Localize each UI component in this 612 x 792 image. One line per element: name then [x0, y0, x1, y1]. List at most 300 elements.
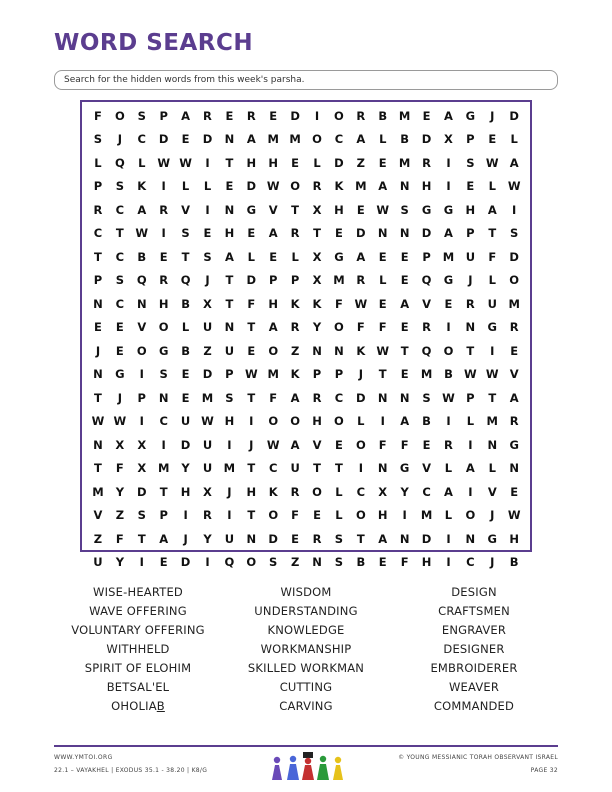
grid-letter: G — [115, 367, 125, 382]
word-column-2 — [222, 583, 390, 716]
grid-letter: E — [400, 320, 409, 335]
grid-letter: H — [268, 296, 279, 311]
grid-letter: W — [507, 179, 521, 194]
grid-letter: P — [466, 390, 475, 405]
grid-letter: R — [356, 108, 366, 123]
grid-letter: J — [117, 132, 122, 147]
grid-letter: L — [335, 484, 343, 499]
grid-letter: R — [444, 437, 453, 452]
grid-letter: M — [355, 179, 367, 194]
grid-letter: O — [355, 508, 366, 523]
grid-letter: O — [509, 273, 520, 288]
grid-letter: U — [224, 343, 235, 358]
grid-letter: E — [400, 249, 409, 264]
grid-letter: O — [290, 179, 300, 194]
grid-letter: I — [380, 414, 385, 429]
grid-letter: R — [203, 508, 212, 523]
grid-letter: S — [225, 390, 234, 405]
word-item: UNDERSTANDING — [254, 604, 358, 618]
grid-letter: D — [246, 179, 257, 194]
word-column-1 — [54, 583, 222, 716]
grid-letter: O — [268, 508, 279, 523]
grid-letter: P — [290, 273, 300, 288]
grid-letter: I — [314, 108, 320, 123]
grid-letter: V — [422, 461, 431, 476]
grid-row — [87, 222, 525, 246]
grid-letter: R — [356, 273, 366, 288]
grid-letter: N — [158, 390, 169, 405]
grid-letter: C — [466, 555, 475, 570]
grid-letter: F — [400, 437, 409, 452]
grid-letter: W — [244, 367, 258, 382]
grid-letter: A — [268, 226, 278, 241]
grid-letter: Q — [421, 273, 432, 288]
grid-letter: V — [312, 437, 322, 452]
grid-letter: N — [93, 296, 103, 311]
grid-letter: S — [93, 132, 103, 147]
logo-figure-2 — [287, 756, 299, 780]
grid-letter: Y — [181, 461, 190, 476]
grid-letter: G — [421, 202, 432, 217]
grid-letter: I — [358, 461, 363, 476]
grid-letter: U — [202, 461, 213, 476]
grid-letter: X — [444, 132, 453, 147]
grid-letter: F — [400, 555, 409, 570]
grid-letter: W — [201, 414, 214, 429]
grid-letter: G — [487, 531, 497, 546]
grid-letter: N — [399, 226, 410, 241]
grid-letter: R — [312, 531, 322, 546]
grid-letter: S — [466, 155, 475, 170]
grid-letter: Z — [115, 508, 125, 523]
grid-letter: R — [203, 108, 212, 123]
grid-letter: E — [378, 296, 387, 311]
logo-figure-3 — [302, 752, 314, 780]
grid-letter: E — [115, 320, 124, 335]
grid-letter: U — [202, 320, 213, 335]
grid-letter: D — [509, 108, 519, 123]
grid-letter: D — [202, 367, 213, 382]
word-item: DESIGNER — [443, 642, 505, 656]
grid-letter: D — [246, 273, 257, 288]
grid-letter: M — [398, 108, 411, 123]
grid-letter: H — [180, 484, 191, 499]
word-item: WORKMANSHIP — [260, 642, 352, 656]
grid-letter: W — [266, 179, 280, 194]
grid-letter: E — [159, 555, 168, 570]
grid-letter: I — [446, 531, 451, 546]
grid-letter: O — [290, 414, 300, 429]
grid-letter: R — [159, 202, 169, 217]
word-part: OHOLIA — [111, 699, 157, 713]
grid-letter: P — [312, 367, 322, 382]
grid-letter: E — [225, 108, 234, 123]
grid-letter: L — [444, 461, 453, 476]
grid-letter: L — [488, 461, 496, 476]
grid-letter: Y — [203, 531, 212, 546]
grid-letter: W — [157, 155, 171, 170]
grid-letter: E — [422, 437, 431, 452]
grid-row — [87, 433, 525, 457]
grid-letter: D — [356, 226, 366, 241]
grid-letter: W — [179, 155, 192, 170]
grid-letter: E — [313, 508, 321, 523]
grid-letter: H — [465, 202, 476, 217]
grid-letter: E — [291, 155, 300, 170]
grid-letter: E — [334, 226, 343, 241]
grid-letter: P — [93, 179, 103, 194]
grid-letter: R — [312, 390, 322, 405]
logo-figure-1 — [272, 757, 282, 780]
grid-letter: L — [203, 179, 212, 194]
grid-letter: V — [268, 202, 278, 217]
grid-letter: T — [488, 390, 497, 405]
grid-letter: W — [91, 414, 105, 429]
grid-letter: I — [205, 155, 210, 170]
grid-letter: B — [444, 367, 453, 382]
grid-letter: N — [399, 531, 410, 546]
grid-letter: Q — [114, 155, 125, 170]
grid-letter: D — [421, 226, 432, 241]
grid-letter: G — [509, 437, 519, 452]
grid-letter: Z — [356, 155, 365, 170]
footer-copyright: © YOUNG MESSIANIC TORAH OBSERVANT ISRAEL — [398, 754, 558, 761]
grid-letter: O — [312, 484, 322, 499]
grid-letter: G — [443, 273, 454, 288]
grid-letter: S — [137, 508, 146, 523]
grid-letter: O — [312, 132, 322, 147]
grid-letter: A — [509, 390, 519, 405]
grid-letter: E — [269, 108, 278, 123]
grid-letter: L — [510, 132, 518, 147]
ymtoi-logo-icon — [268, 750, 348, 782]
grid-letter: L — [94, 155, 102, 170]
grid-letter: V — [487, 484, 497, 499]
grid-letter: A — [487, 202, 497, 217]
grid-letter: I — [139, 555, 144, 570]
grid-letter: I — [227, 437, 232, 452]
grid-letter: B — [356, 555, 366, 570]
word-item: SPIRIT OF ELOHIM — [84, 661, 192, 675]
grid-letter: I — [468, 484, 473, 499]
grid-letter: T — [356, 531, 365, 546]
grid-letter: A — [465, 461, 475, 476]
grid-letter: O — [334, 108, 344, 123]
grid-letter: I — [139, 414, 144, 429]
grid-letter: D — [509, 249, 519, 264]
grid-letter: O — [443, 343, 454, 358]
word-item: DESIGN — [451, 585, 497, 599]
grid-letter: T — [137, 531, 146, 546]
grid-letter: M — [442, 249, 455, 264]
grid-letter: E — [269, 249, 278, 264]
grid-letter: Z — [290, 343, 300, 358]
grid-letter: M — [508, 296, 520, 311]
grid-letter: W — [485, 155, 499, 170]
grid-letter: S — [334, 531, 344, 546]
grid-letter: T — [159, 484, 168, 499]
grid-letter: O — [268, 343, 279, 358]
grid-letter: W — [442, 390, 455, 405]
grid-letter: E — [378, 155, 387, 170]
grid-letter: Z — [290, 555, 300, 570]
grid-letter: L — [357, 414, 365, 429]
grid-letter: I — [512, 202, 517, 217]
grid-letter: M — [267, 132, 279, 147]
grid-letter: T — [115, 226, 124, 241]
grid-letter: S — [137, 108, 146, 123]
grid-letter: M — [398, 155, 411, 170]
grid-letter: I — [468, 437, 473, 452]
grid-letter: D — [421, 531, 432, 546]
grid-letter: T — [247, 320, 256, 335]
grid-letter: O — [465, 508, 476, 523]
grid-letter: E — [488, 132, 497, 147]
logo-figure-5 — [333, 757, 343, 780]
grid-letter: A — [356, 132, 366, 147]
grid-letter: H — [224, 226, 235, 241]
grid-letter: S — [181, 226, 190, 241]
grid-letter: V — [509, 367, 519, 382]
grid-letter: X — [312, 249, 322, 264]
grid-letter: T — [247, 390, 256, 405]
grid-letter: Y — [115, 555, 125, 570]
grid-letter: H — [268, 155, 279, 170]
grid-letter: P — [137, 390, 146, 405]
grid-letter: C — [422, 484, 431, 499]
grid-letter: H — [334, 202, 344, 217]
grid-letter: I — [227, 508, 232, 523]
grid-row — [87, 175, 525, 199]
word-item: VOLUNTARY OFFERING — [71, 623, 205, 637]
grid-letter: T — [400, 343, 409, 358]
footer-parsha-reference: 22.1 – VAYAKHEL | EXODUS 35.1 - 38.20 | K8/G — [54, 767, 208, 774]
grid-letter: S — [115, 273, 124, 288]
grid-letter: P — [159, 108, 168, 123]
grid-letter: J — [490, 108, 495, 123]
grid-letter: S — [159, 367, 168, 382]
grid-letter: C — [159, 414, 168, 429]
grid-letter: E — [400, 367, 409, 382]
page-title: WORD SEARCH — [54, 30, 254, 56]
grid-letter: A — [290, 437, 300, 452]
grid-letter: K — [290, 367, 300, 382]
grid-letter: L — [335, 508, 343, 523]
grid-letter: F — [247, 296, 256, 311]
grid-letter: P — [159, 508, 168, 523]
grid-letter: T — [291, 202, 300, 217]
grid-letter: D — [202, 132, 213, 147]
grid-letter: E — [444, 296, 453, 311]
grid-letter: T — [225, 296, 234, 311]
grid-letter: A — [224, 249, 234, 264]
grid-row — [87, 198, 525, 222]
grid-letter: S — [115, 179, 124, 194]
grid-letter: W — [376, 202, 390, 217]
grid-letter: N — [399, 179, 410, 194]
grid-letter: M — [289, 132, 301, 147]
grid-letter: U — [290, 461, 300, 476]
grid-letter: D — [268, 531, 278, 546]
grid-row — [87, 151, 525, 175]
grid-letter: E — [181, 132, 190, 147]
grid-letter: U — [93, 555, 103, 570]
grid-letter: T — [488, 226, 497, 241]
grid-row — [87, 104, 525, 128]
grid-letter: S — [400, 202, 409, 217]
footer-website[interactable]: WWW.YMTOI.ORG — [54, 754, 113, 761]
grid-letter: J — [117, 390, 122, 405]
grid-letter: C — [334, 390, 344, 405]
grid-letter: D — [290, 108, 300, 123]
grid-letter: M — [486, 414, 498, 429]
grid-letter: G — [158, 343, 169, 358]
grid-letter: R — [290, 226, 300, 241]
grid-letter: E — [181, 367, 190, 382]
grid-letter: R — [159, 273, 169, 288]
grid-letter: T — [247, 508, 256, 523]
word-item: WAVE OFFERING — [89, 604, 187, 618]
grid-letter: K — [137, 179, 147, 194]
grid-row — [87, 527, 525, 551]
grid-letter: M — [157, 461, 170, 476]
grid-letter: H — [246, 155, 257, 170]
grid-letter: N — [465, 531, 476, 546]
grid-letter: K — [334, 179, 344, 194]
grid-letter: B — [422, 414, 431, 429]
grid-letter: J — [249, 437, 254, 452]
grid-letter: E — [247, 226, 256, 241]
grid-letter: W — [376, 343, 390, 358]
grid-letter: L — [181, 320, 190, 335]
grid-letter: T — [94, 390, 102, 405]
grid-letter: B — [181, 296, 190, 311]
grid-letter: L — [466, 414, 475, 429]
grid-letter: J — [490, 555, 495, 570]
grid-letter: S — [269, 555, 278, 570]
grid-row — [87, 269, 525, 293]
grid-letter: F — [356, 320, 365, 335]
grid-row — [87, 551, 525, 575]
grid-letter: I — [446, 555, 451, 570]
grid-letter: X — [312, 202, 322, 217]
grid-letter: T — [94, 249, 102, 264]
grid-letter: E — [510, 484, 519, 499]
grid-letter: B — [137, 249, 147, 264]
grid-letter: Y — [312, 320, 322, 335]
grid-letter: A — [444, 108, 453, 123]
grid-letter: L — [444, 508, 453, 523]
grid-letter: N — [224, 202, 235, 217]
grid-letter: L — [488, 273, 496, 288]
grid-letter: I — [446, 179, 451, 194]
grid-letter: P — [466, 226, 475, 241]
grid-letter: I — [139, 367, 144, 382]
grid-letter: U — [202, 437, 213, 452]
grid-letter: A — [400, 296, 410, 311]
footer-page-number: PAGE 32 — [530, 767, 558, 774]
grid-letter: H — [158, 296, 169, 311]
grid-letter: E — [225, 179, 234, 194]
grid-letter: G — [334, 249, 344, 264]
grid-letter: K — [268, 484, 278, 499]
word-item-oholiab — [111, 697, 165, 716]
grid-letter: V — [137, 320, 147, 335]
grid-letter: X — [137, 461, 147, 476]
word-part-underlined: B — [156, 699, 165, 713]
word-item: WITHHELD — [106, 642, 170, 656]
grid-letter: N — [377, 226, 388, 241]
grid-letter: X — [137, 437, 147, 452]
grid-letter: I — [402, 508, 407, 523]
grid-letter: M — [420, 367, 433, 382]
grid-letter: Q — [180, 273, 191, 288]
grid-letter: D — [180, 555, 191, 570]
grid-letter: R — [246, 108, 256, 123]
grid-row — [87, 457, 525, 481]
grid-letter: Y — [400, 484, 409, 499]
grid-row — [87, 128, 525, 152]
grid-letter: E — [356, 202, 365, 217]
grid-letter: E — [466, 179, 475, 194]
word-item: CUTTING — [279, 680, 333, 694]
grid-letter: N — [465, 320, 476, 335]
grid-letter: R — [290, 484, 300, 499]
grid-letter: G — [246, 202, 257, 217]
grid-letter: E — [94, 320, 102, 335]
grid-letter: R — [422, 320, 431, 335]
grid-letter: C — [115, 202, 125, 217]
grid-letter: E — [400, 273, 409, 288]
grid-row — [87, 504, 525, 528]
grid-letter: R — [509, 414, 519, 429]
grid-letter: A — [400, 414, 410, 429]
word-list — [54, 583, 558, 716]
grid-letter: T — [247, 461, 256, 476]
grid-letter: O — [334, 320, 344, 335]
grid-letter: R — [290, 320, 300, 335]
grid-letter: H — [312, 414, 322, 429]
grid-letter: P — [93, 273, 103, 288]
grid-letter: J — [358, 367, 363, 382]
grid-letter: L — [488, 179, 496, 194]
grid-letter: N — [487, 437, 498, 452]
grid-letter: H — [224, 414, 235, 429]
grid-letter: E — [203, 226, 212, 241]
grid-letter: N — [377, 461, 388, 476]
grid-letter: I — [183, 508, 188, 523]
footer-divider — [54, 745, 558, 747]
word-item: ENGRAVER — [441, 623, 507, 637]
grid-letter: Q — [224, 555, 235, 570]
grid-letter: B — [509, 555, 519, 570]
grid-letter: M — [92, 484, 104, 499]
grid-letter: I — [446, 155, 451, 170]
grid-letter: L — [379, 132, 387, 147]
grid-letter: V — [93, 508, 103, 523]
grid-letter: H — [246, 484, 257, 499]
grid-letter: J — [95, 343, 101, 358]
grid-letter: E — [334, 437, 343, 452]
grid-letter: Z — [93, 531, 103, 546]
grid-letter: I — [205, 555, 210, 570]
grid-letter: N — [136, 296, 147, 311]
grid-letter: C — [356, 484, 366, 499]
grid-letter: C — [115, 296, 125, 311]
grid-letter: W — [507, 508, 521, 523]
word-column-3 — [390, 583, 558, 716]
grid-letter: A — [246, 132, 256, 147]
